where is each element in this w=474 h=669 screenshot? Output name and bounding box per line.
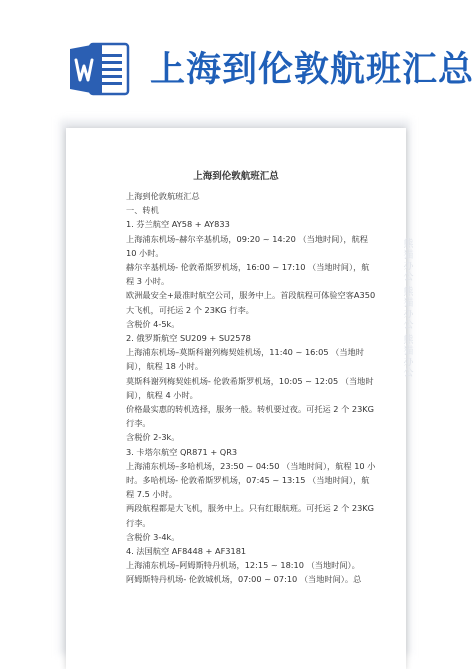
flight-segment: 上海浦东机场–莫斯科谢列梅契娃机场，11:40 ~ 16:05 （当地时间），航程 18 小时。 — [126, 347, 364, 372]
flight-segment: 上海浦东机场–赫尔辛基机场，09:20 ~ 14:20 （当地时间），航程 10 小时。 — [126, 233, 368, 258]
paragraph: 上海到伦敦航班汇总 — [126, 191, 200, 201]
document-body — [126, 189, 376, 587]
watermark: 熊猫办公 熊猫办公 熊猫办公 — [401, 238, 412, 379]
flight-option-heading: 3. 卡塔尔航空 QR871 + QR3 — [126, 446, 238, 457]
flight-price: 含税价 4-5k。 — [126, 318, 180, 329]
flight-segment: 上海浦东机场–多哈机场，23:50 ~ 04:50 （当地时间），航程 10 小时。多哈机场- 伦敦希斯罗机场，07:45 ~ 13:15 （当地时间），航程 7.5 小时。 — [126, 460, 376, 500]
flight-price: 含税价 3-4k。 — [126, 531, 180, 542]
banner-title: 上海到伦敦航班汇总 — [150, 50, 474, 90]
section-heading: 一、转机 — [126, 205, 159, 216]
flight-option-heading: 1. 芬兰航空 AY58 + AY833 — [126, 219, 230, 230]
flight-note: 两段航程都是大飞机，服务中上。只有红眼航班。可托运 2 个 23KG 行李。 — [126, 503, 375, 528]
flight-segment: 上海浦东机场–阿姆斯特丹机场，12:15 ~ 18:10 （当地时间）。 — [126, 560, 360, 571]
flight-segment: 莫斯科谢列梅契娃机场- 伦敦希斯罗机场，10:05 ~ 12:05 （当地时间），航程 4 小时。 — [126, 375, 374, 400]
word-icon — [68, 40, 130, 98]
flight-note: 价格最实惠的转机选择，服务一般。转机要过夜。可托运 2 个 23KG 行李。 — [126, 404, 375, 429]
flight-option-heading: 4. 法国航空 AF8448 + AF3181 — [126, 546, 247, 557]
flight-option-heading: 2. 俄罗斯航空 SU209 + SU2578 — [126, 333, 251, 344]
flight-price: 含税价 2-3k。 — [126, 432, 180, 443]
flight-note: 欧洲最安全+最准时航空公司，服务中上。首段航程可体验空客A350大飞机，可托运 2 个 23KG 行李。 — [126, 290, 376, 315]
banner — [0, 0, 474, 118]
flight-segment: 阿姆斯特丹机场- 伦敦城机场，07:00 ~ 07:10 （当地时间）。总 — [126, 574, 362, 585]
document-title: 上海到伦敦航班汇总 — [193, 171, 279, 182]
document-page — [66, 128, 412, 669]
flight-segment: 赫尔辛基机场- 伦敦希斯罗机场，16:00 ~ 17:10 （当地时间），航程 3 小时。 — [126, 262, 370, 287]
